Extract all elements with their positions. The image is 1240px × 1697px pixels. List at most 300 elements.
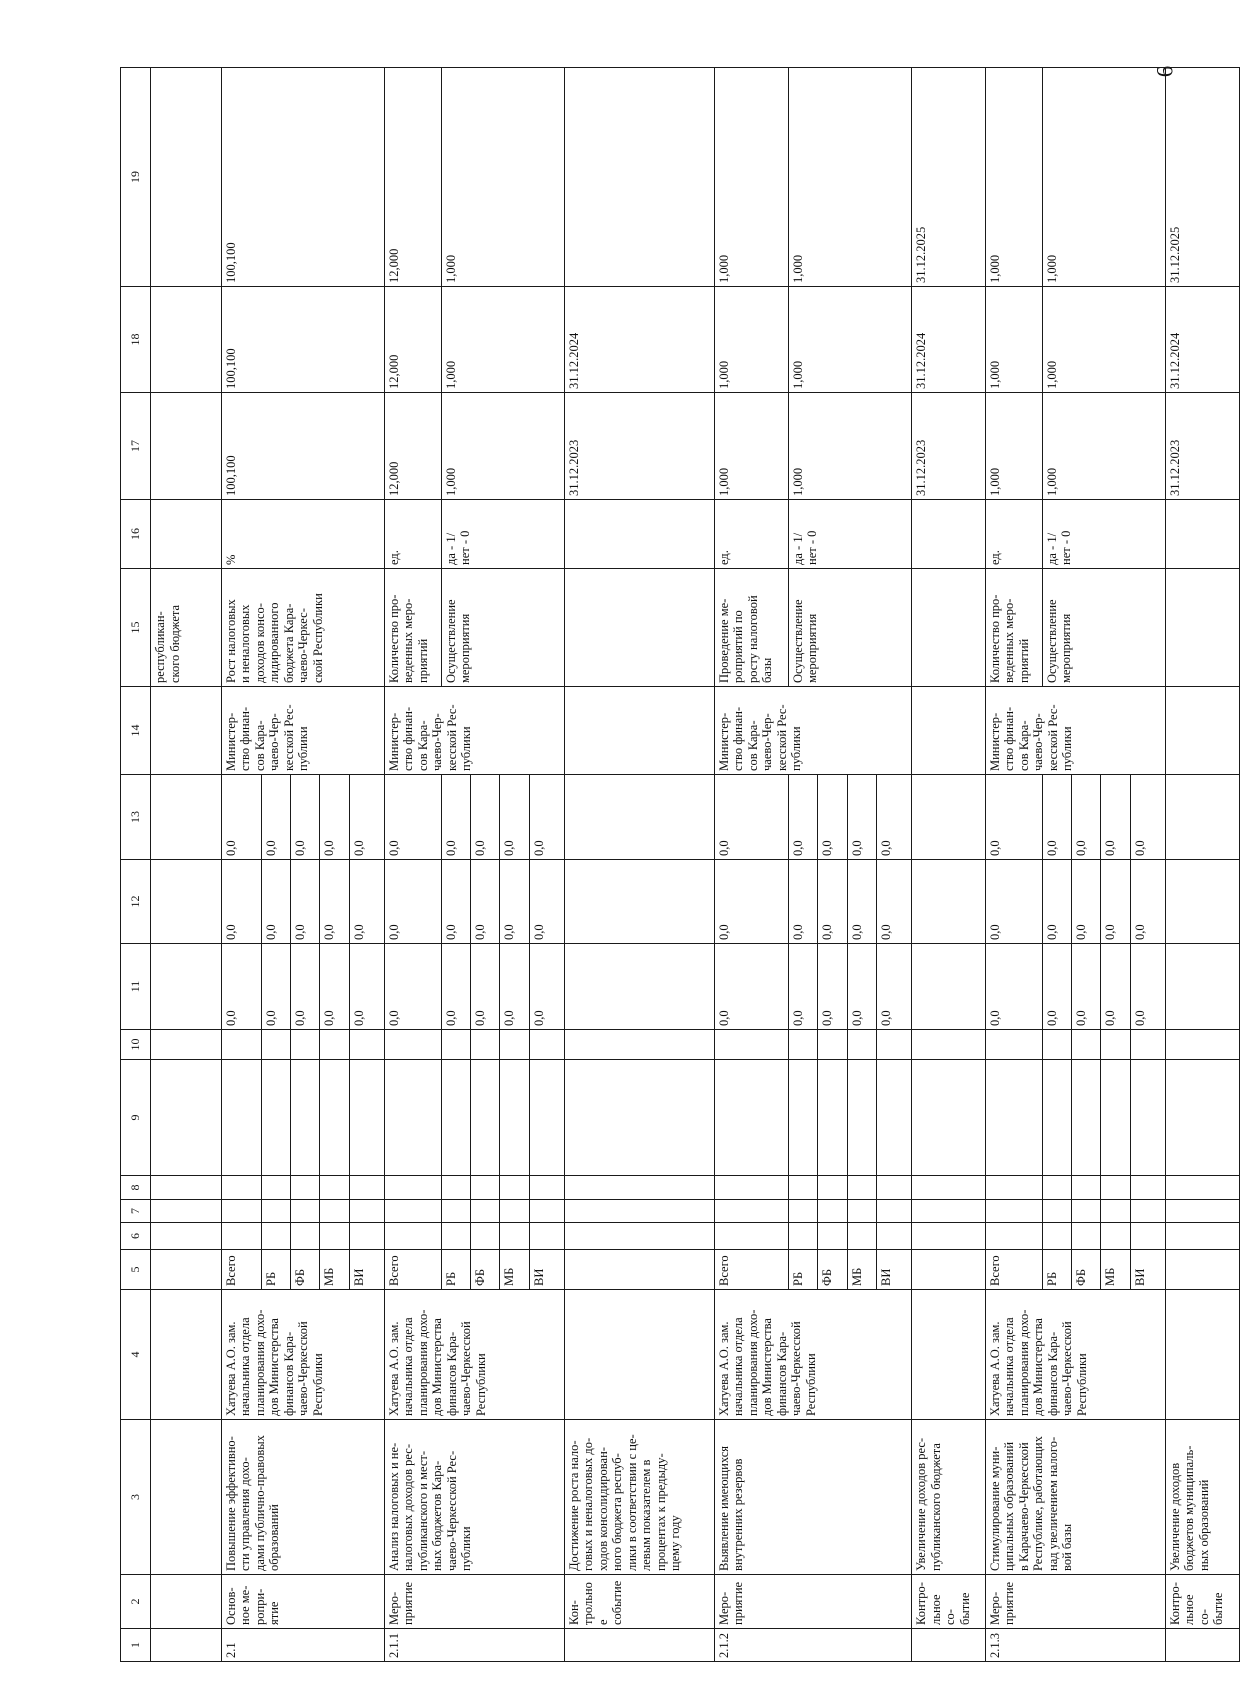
funding-source-cell: Всего [384,1250,441,1290]
funding-value-cell: 0,0 [441,860,470,944]
indicator-name-cell: Осуществление мероприятия [441,569,564,687]
funding-value-cell: 0,0 [441,775,470,860]
empty-cell [1130,1223,1165,1250]
funding-value-cell: 0,0 [221,775,261,860]
responsible-person-cell [1165,1290,1239,1420]
funding-source-cell: МБ [500,1250,529,1290]
empty-cell [500,1030,529,1060]
funding-value-cell: 0,0 [349,944,384,1030]
target-value-cell: 31.12.2024 [912,287,986,393]
empty-cell [349,1223,384,1250]
empty-cell [564,1030,714,1060]
funding-value-cell: 0,0 [714,944,788,1030]
empty-cell [818,1176,847,1200]
empty-cell [1101,1223,1130,1250]
measure-name-cell: Выявление имеющихся внутренних резервов [714,1420,911,1575]
measure-name-cell: Увеличение доходов бюджетов муниципаль- ных образований [1165,1420,1239,1575]
funding-value-cell: 0,0 [847,775,876,860]
empty-cell [847,1223,876,1250]
funding-value-cell: 0,0 [985,775,1042,860]
target-value-cell: 1,000 [714,287,788,393]
funding-value-cell: 0,0 [1130,775,1165,860]
empty-cell [1101,1060,1130,1176]
row-number-cell [564,1629,714,1662]
empty-cell [788,1030,817,1060]
empty-cell [1165,1250,1239,1290]
target-value-cell: 100,100 [221,287,384,393]
funding-value-cell: 0,0 [1072,944,1101,1030]
funding-source-cell: МБ [320,1250,349,1290]
funding-value-cell: 0,0 [320,860,349,944]
funding-value-cell: 0,0 [529,944,564,1030]
empty-cell [1165,1200,1239,1223]
empty-cell [714,1200,788,1223]
target-value-cell: 31.12.2023 [564,393,714,500]
empty-cell [818,1223,847,1250]
funding-value-cell: 0,0 [714,860,788,944]
funding-value-cell: 0,0 [471,944,500,1030]
empty-cell [564,1250,714,1290]
row-number-cell: 2.1 [221,1629,384,1662]
empty-cell [985,1060,1042,1176]
indicator-name-cell: Количество про- веденных меро- приятий [985,569,1042,687]
funding-value-cell: 0,0 [320,944,349,1030]
empty-cell [1165,1223,1239,1250]
empty-cell [529,1223,564,1250]
funding-value-cell: 0,0 [384,944,441,1030]
empty-cell [1101,1030,1130,1060]
empty-cell [876,1176,911,1200]
empty-cell [291,1176,320,1200]
funding-value-cell: 0,0 [985,944,1042,1030]
empty-cell [320,1030,349,1060]
funding-value-cell: 0,0 [384,775,441,860]
funding-source-cell: ФБ [1072,1250,1101,1290]
unit-cell: да - 1/ нет - 0 [788,500,911,569]
target-value-cell: 31.12.2024 [564,287,714,393]
measure-name-cell: Повышение эффективно- сти управления дохо- дами публично-правовых образований [221,1420,384,1575]
funding-value-cell: 0,0 [291,860,320,944]
measure-name-cell: Стимулирование муни- ципальных образований в Карачаево-Черкесской Республике, работающих над увеличением налого- вой базы [985,1420,1165,1575]
empty-cell [788,1200,817,1223]
funding-value-cell: 0,0 [291,775,320,860]
target-value-cell [151,287,221,393]
empty-cell [384,1176,441,1200]
column-number-cell: 5 [121,1250,151,1290]
funding-value-cell: 0,0 [471,860,500,944]
empty-cell [151,1200,221,1223]
empty-cell [1042,1176,1071,1200]
responsible-person-cell: Хатуева А.О. зам. начальника отдела планирования дохо- дов Министерства финансов Кара- чаево-Черкесской Республики [221,1290,384,1420]
indicator-name-cell: Проведение ме- роприятий по росту налоговой базы [714,569,788,687]
funding-value-cell: 0,0 [1130,860,1165,944]
empty-cell [1042,1060,1071,1176]
target-value-cell: 1,000 [441,287,564,393]
target-value-cell: 1,000 [714,393,788,500]
empty-cell [151,1223,221,1250]
empty-cell [1130,1176,1165,1200]
funding-source-cell: ФБ [291,1250,320,1290]
empty-cell [876,1030,911,1060]
empty-cell [261,1176,290,1200]
responsible-person-cell: Хатуева А.О. зам. начальника отдела планирования дохо- дов Министерства финансов Кара- чаево-Черкесской Республики [985,1290,1165,1420]
empty-cell [291,1200,320,1223]
column-number-cell: 18 [121,287,151,393]
empty-cell [714,1060,788,1176]
funding-value-cell: 0,0 [1072,860,1101,944]
empty-cell [1042,1030,1071,1060]
empty-cell [349,1060,384,1176]
target-value-cell: 1,000 [985,68,1042,287]
funding-source-cell: РБ [788,1250,817,1290]
column-number-cell: 2 [121,1575,151,1629]
target-value-cell: 31.12.2025 [1165,68,1239,287]
empty-cell [912,1030,986,1060]
measure-name-cell: Анализ налоговых и не- налоговых доходов рес- публиканского и мест- ных бюджетов Кара- чаево-Черкесской Рес- публики [384,1420,564,1575]
column-number-cell: 7 [121,1200,151,1223]
target-value-cell: 1,000 [788,287,911,393]
empty-cell [261,1200,290,1223]
unit-cell: ед. [384,500,441,569]
empty-cell [500,1060,529,1176]
unit-cell: да - 1/ нет - 0 [1042,500,1165,569]
empty-cell [500,1200,529,1223]
empty-cell [1072,1200,1101,1223]
indicator-name-cell [564,569,714,687]
empty-cell [985,1223,1042,1250]
funding-value-cell: 0,0 [1042,860,1071,944]
column-number-cell: 10 [121,1030,151,1060]
empty-cell [221,1030,261,1060]
empty-cell [1101,1200,1130,1223]
empty-cell [714,1030,788,1060]
empty-cell [320,1223,349,1250]
funding-value-cell: 0,0 [1101,775,1130,860]
empty-cell [1165,1176,1239,1200]
empty-cell [1165,775,1239,860]
unit-cell [1165,500,1239,569]
funding-value-cell: 0,0 [471,775,500,860]
target-value-cell: 1,000 [985,287,1042,393]
row-number-cell: 2.1.2 [714,1629,911,1662]
page-number: 6 [1152,65,1178,78]
empty-cell [985,1176,1042,1200]
indicator-name-cell: Осуществление мероприятия [788,569,911,687]
empty-cell [471,1176,500,1200]
empty-cell [384,1030,441,1060]
column-number-cell: 12 [121,860,151,944]
funding-value-cell: 0,0 [1101,944,1130,1030]
row-type-cell: Меро- приятие [985,1575,1165,1629]
target-value-cell: 31.12.2023 [1165,393,1239,500]
responsible-person-cell: Хатуева А.О. зам. начальника отдела планирования дохо- дов Министерства финансов Кара- чаево-Черкесской Республики [384,1290,564,1420]
funding-value-cell: 0,0 [291,944,320,1030]
indicator-name-cell: Рост налоговых и неналоговых доходов консо- лидированного бюджета Кара- чаево-Черкес- ской Республики [221,569,384,687]
empty-cell [1165,1060,1239,1176]
target-value-cell: 1,000 [788,68,911,287]
empty-cell [221,1200,261,1223]
empty-cell [818,1060,847,1176]
measure-row [985,68,1042,1662]
funding-value-cell: 0,0 [500,944,529,1030]
empty-cell [151,944,221,1030]
target-value-cell: 1,000 [985,393,1042,500]
executor-cell: Министер- ство финан- сов Кара- чаево-Чер- кесской Рес- публики [714,687,911,775]
empty-cell [349,1030,384,1060]
column-number-cell: 19 [121,68,151,287]
target-value-cell: 31.12.2024 [1165,287,1239,393]
empty-cell [714,1223,788,1250]
rotated-table-sheet [120,72,1240,1662]
empty-cell [441,1223,470,1250]
measure-row [384,68,441,1662]
empty-cell [349,1176,384,1200]
column-number-cell: 16 [121,500,151,569]
empty-cell [151,860,221,944]
executor-cell: Министер- ство финан- сов Кара- чаево-Чер- кесской Рес- публики [221,687,384,775]
empty-cell [291,1060,320,1176]
empty-cell [876,1223,911,1250]
empty-cell [847,1176,876,1200]
empty-cell [529,1200,564,1223]
empty-cell [788,1176,817,1200]
empty-cell [291,1223,320,1250]
empty-cell [912,1223,986,1250]
empty-cell [384,1223,441,1250]
empty-cell [500,1176,529,1200]
target-value-cell: 12,000 [384,393,441,500]
empty-cell [221,1176,261,1200]
column-number-cell: 8 [121,1176,151,1200]
empty-cell [1042,1223,1071,1250]
funding-value-cell: 0,0 [349,860,384,944]
unit-cell [151,500,221,569]
empty-cell [151,1176,221,1200]
empty-cell [847,1030,876,1060]
empty-cell [441,1200,470,1223]
indicator-name-cell [1165,569,1239,687]
funding-source-cell: РБ [441,1250,470,1290]
row-type-cell [151,1575,221,1629]
target-value-cell: 100,100 [221,68,384,287]
empty-cell [564,1200,714,1223]
funding-source-cell: ФБ [471,1250,500,1290]
funding-value-cell: 0,0 [876,775,911,860]
empty-cell [1130,1200,1165,1223]
funding-value-cell: 0,0 [1130,944,1165,1030]
empty-cell [876,1200,911,1223]
unit-cell [564,500,714,569]
funding-value-cell: 0,0 [847,860,876,944]
funding-value-cell: 0,0 [529,860,564,944]
unit-cell: да - 1/ нет - 0 [441,500,564,569]
responsible-person-cell [912,1290,986,1420]
empty-cell [471,1200,500,1223]
funding-value-cell: 0,0 [500,860,529,944]
funding-value-cell: 0,0 [349,775,384,860]
empty-cell [912,1250,986,1290]
empty-cell [529,1176,564,1200]
target-value-cell: 1,000 [441,393,564,500]
empty-cell [471,1030,500,1060]
empty-cell [441,1030,470,1060]
funding-source-cell: ВИ [1130,1250,1165,1290]
empty-cell [564,860,714,944]
empty-cell [384,1200,441,1223]
control-event-row [912,68,986,1662]
empty-cell [985,1200,1042,1223]
empty-cell [1165,944,1239,1030]
target-value-cell: 1,000 [1042,393,1165,500]
row-type-cell: Основ- ное ме- ропри- ятие [221,1575,384,1629]
funding-value-cell: 0,0 [788,775,817,860]
column-number-row [121,68,151,1662]
empty-cell [1072,1223,1101,1250]
empty-cell [1072,1060,1101,1176]
funding-value-cell: 0,0 [261,860,290,944]
empty-cell [151,775,221,860]
empty-cell [985,1030,1042,1060]
empty-cell [847,1060,876,1176]
empty-cell [1072,1176,1101,1200]
funding-value-cell: 0,0 [1042,775,1071,860]
empty-cell [564,1060,714,1176]
funding-value-cell: 0,0 [1101,860,1130,944]
empty-cell [876,1060,911,1176]
responsible-person-cell [564,1290,714,1420]
row-type-cell: Меро- приятие [384,1575,564,1629]
executor-cell [564,687,714,775]
responsible-person-cell: Хатуева А.О. зам. начальника отдела планирования дохо- дов Министерства финансов Кара- чаево-Черкесской Республики [714,1290,911,1420]
funding-value-cell: 0,0 [714,775,788,860]
empty-cell [818,1030,847,1060]
measure-name-cell [151,1420,221,1575]
empty-cell [500,1223,529,1250]
funding-value-cell: 0,0 [500,775,529,860]
empty-cell [912,944,986,1030]
target-value-cell: 1,000 [714,68,788,287]
target-value-cell: 31.12.2025 [912,68,986,287]
column-number-cell: 6 [121,1223,151,1250]
target-value-cell: 100,100 [221,393,384,500]
empty-cell [847,1200,876,1223]
empty-cell [788,1223,817,1250]
empty-cell [221,1223,261,1250]
row-type-cell: Контро- льное со- бытие [912,1575,986,1629]
empty-cell [291,1030,320,1060]
funding-value-cell: 0,0 [788,860,817,944]
executor-cell [1165,687,1239,775]
executor-cell [151,687,221,775]
empty-cell [912,1176,986,1200]
continuation-row [151,68,221,1662]
empty-cell [818,1200,847,1223]
funding-value-cell: 0,0 [384,860,441,944]
empty-cell [441,1060,470,1176]
funding-value-cell: 0,0 [985,860,1042,944]
column-number-cell: 14 [121,687,151,775]
empty-cell [1072,1030,1101,1060]
funding-value-cell: 0,0 [221,944,261,1030]
empty-cell [564,944,714,1030]
target-value-cell: 12,000 [384,68,441,287]
unit-cell: % [221,500,384,569]
column-number-cell: 9 [121,1060,151,1176]
indicator-name-cell: Количество про- веденных меро- приятий [384,569,441,687]
empty-cell [564,775,714,860]
executor-cell: Министер- ство финан- сов Кара- чаево-Чер- кесской Рес- публики [384,687,564,775]
funding-value-cell: 0,0 [818,944,847,1030]
empty-cell [1130,1060,1165,1176]
funding-value-cell: 0,0 [441,944,470,1030]
empty-cell [261,1060,290,1176]
column-number-cell: 15 [121,569,151,687]
funding-source-cell: ВИ [529,1250,564,1290]
target-value-cell: 1,000 [1042,68,1165,287]
empty-cell [529,1060,564,1176]
funding-source-cell: Всего [714,1250,788,1290]
funding-value-cell: 0,0 [847,944,876,1030]
target-value-cell: 31.12.2023 [912,393,986,500]
funding-value-cell: 0,0 [320,775,349,860]
funding-value-cell: 0,0 [788,944,817,1030]
row-type-cell: Меро- приятие [714,1575,911,1629]
empty-cell [349,1200,384,1223]
empty-cell [1130,1030,1165,1060]
funding-source-cell: ВИ [349,1250,384,1290]
empty-cell [151,1030,221,1060]
unit-cell: ед. [985,500,1042,569]
funding-value-cell: 0,0 [1042,944,1071,1030]
empty-cell [912,1060,986,1176]
funding-value-cell: 0,0 [818,775,847,860]
column-number-cell: 4 [121,1290,151,1420]
empty-cell [261,1030,290,1060]
empty-cell [788,1060,817,1176]
empty-cell [1165,1030,1239,1060]
control-event-row [1165,68,1239,1662]
empty-cell [564,1176,714,1200]
empty-cell [441,1176,470,1200]
column-number-cell: 13 [121,775,151,860]
measure-name-cell: Достижение роста нало- говых и неналоговых до- ходов консолидирован- ного бюджета респуб- лики в соответствии с це- левым показателем в процентах к предыду- щему году [564,1420,714,1575]
empty-cell [529,1030,564,1060]
measure-row [714,68,788,1662]
funding-source-cell: Всего [985,1250,1042,1290]
empty-cell [1042,1200,1071,1223]
row-number-cell [912,1629,986,1662]
indicator-name-cell: Осуществление мероприятия [1042,569,1165,687]
empty-cell [912,775,986,860]
funding-source-cell: МБ [1101,1250,1130,1290]
row-number-cell: 2.1.3 [985,1629,1165,1662]
empty-cell [320,1200,349,1223]
empty-cell [912,1200,986,1223]
funding-value-cell: 0,0 [876,860,911,944]
empty-cell [320,1060,349,1176]
empty-cell [1165,860,1239,944]
funding-source-cell: ФБ [818,1250,847,1290]
control-event-row [564,68,714,1662]
funding-value-cell: 0,0 [529,775,564,860]
funding-value-cell: 0,0 [261,944,290,1030]
executor-cell: Министер- ство финан- сов Кара- чаево-Чер- кесской Рес- публики [985,687,1165,775]
empty-cell [261,1223,290,1250]
empty-cell [471,1060,500,1176]
table-body [121,65,1240,1662]
funding-source-cell: ВИ [876,1250,911,1290]
empty-cell [912,860,986,944]
